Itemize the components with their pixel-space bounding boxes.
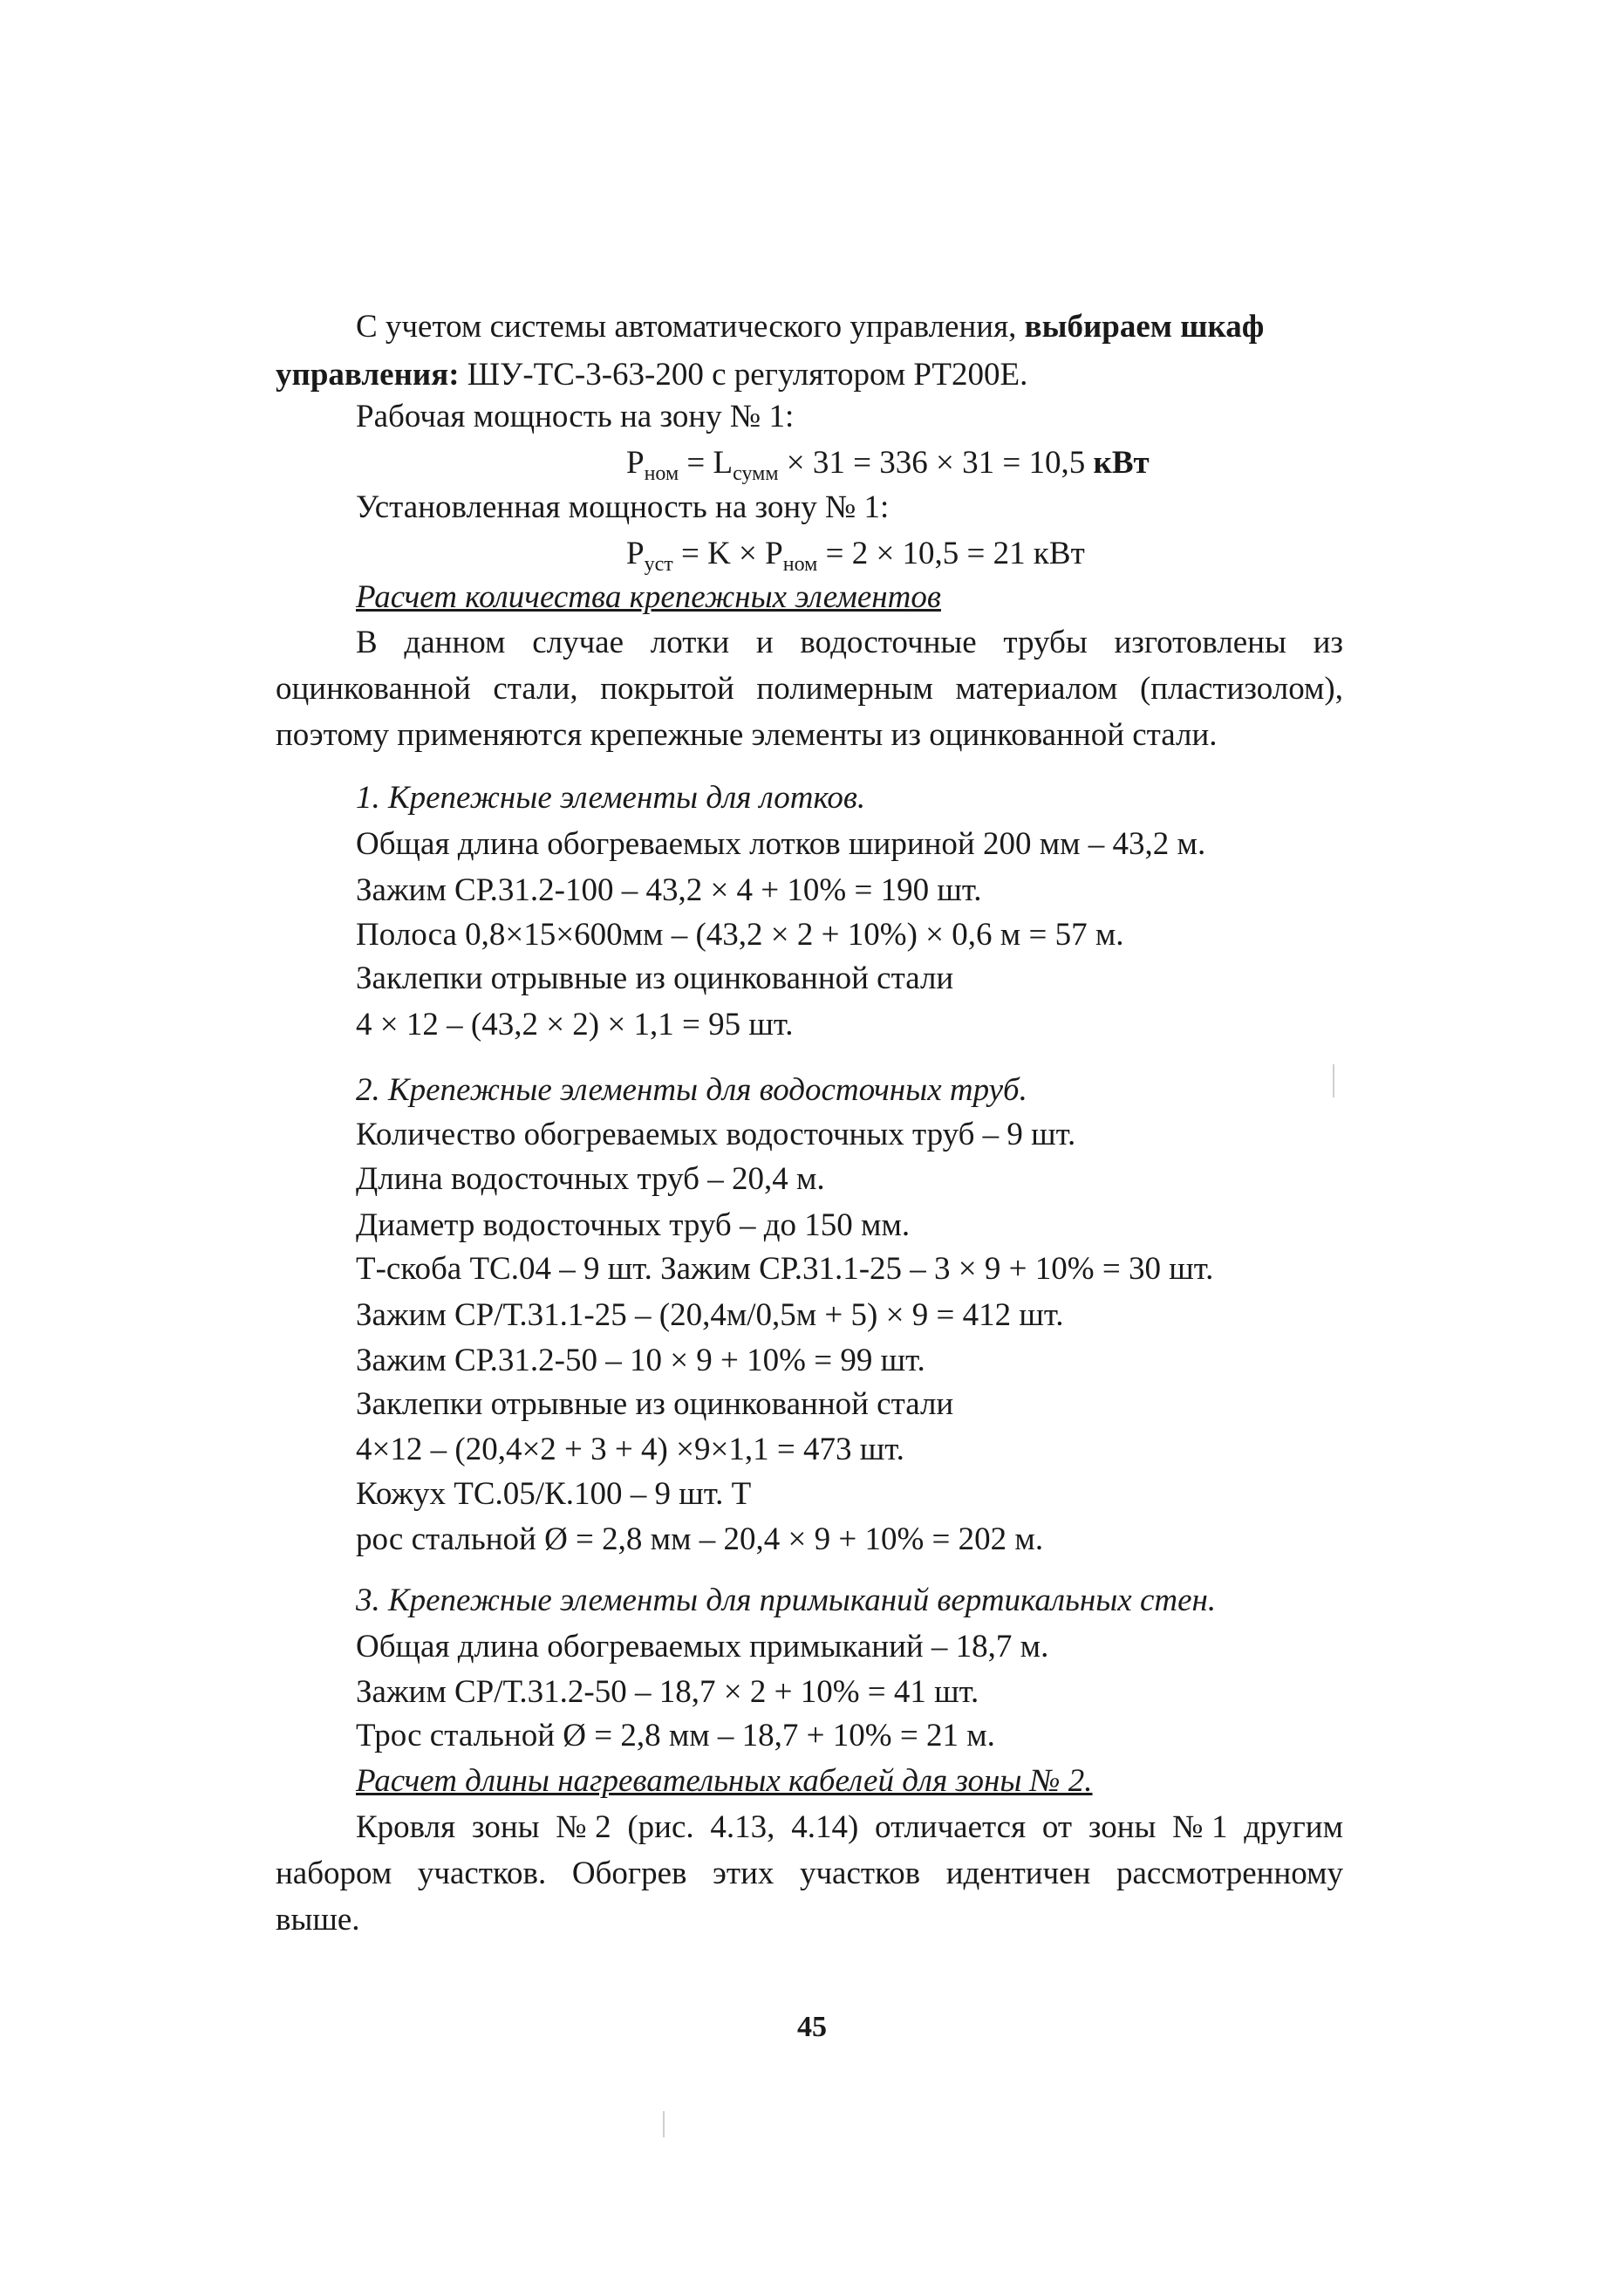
text-line: управления: ШУ-ТС-3-63-200 с регулятором РТ200Е.	[276, 357, 1028, 393]
text-line: рос стальной Ø = 2,8 мм – 20,4 × 9 + 10% = 202 м.	[356, 1521, 1044, 1557]
text-line: набором участков. Обогрев этих участков идентичен рассмотренному	[276, 1856, 1343, 1891]
subsection-title: 3. Крепежные элементы для примыканий вертикальных стен.	[356, 1582, 1217, 1618]
text-line: Полоса 0,8×15×600мм – (43,2 × 2 + 10%) × 0,6 м = 57 м.	[356, 917, 1124, 953]
text-line: Общая длина обогреваемых примыканий – 18,7 м.	[356, 1629, 1049, 1665]
text-line: 4×12 – (20,4×2 + 3 + 4) ×9×1,1 = 473 шт.	[356, 1432, 904, 1467]
text-line: С учетом системы автоматического управления, выбираем шкаф	[356, 309, 1265, 345]
text-line: Установленная мощность на зону № 1:	[356, 489, 890, 525]
scan-artifact	[1333, 1064, 1334, 1097]
text-line: Кровля зоны №2 (рис. 4.13, 4.14) отличается от зоны №1 другим	[356, 1809, 1343, 1845]
text-line: Зажим СР/Т.31.2-50 – 18,7 × 2 + 10% = 41 шт.	[356, 1674, 979, 1710]
section-heading: Расчет количества крепежных элементов	[356, 579, 941, 615]
text-line: выше.	[276, 1902, 360, 1938]
page-number: 45	[797, 2011, 827, 2043]
text-line: Трос стальной Ø = 2,8 мм – 18,7 + 10% = 21 м.	[356, 1718, 995, 1753]
text-line: Т-скоба ТС.04 – 9 шт. Зажим СР.31.1-25 – 3 × 9 + 10% = 30 шт.	[356, 1251, 1214, 1287]
text-line: Количество обогреваемых водосточных труб – 9 шт.	[356, 1117, 1076, 1152]
text-line: Зажим СР.31.2-50 – 10 × 9 + 10% = 99 шт.	[356, 1343, 925, 1378]
text-line: Длина водосточных труб – 20,4 м.	[356, 1161, 825, 1197]
text-line: Зажим СР/Т.31.1-25 – (20,4м/0,5м + 5) × 9 = 412 шт.	[356, 1297, 1064, 1333]
text-line: Диаметр водосточных труб – до 150 мм.	[356, 1207, 911, 1243]
section-heading: Расчет длины нагревательных кабелей для зоны № 2.	[356, 1763, 1093, 1799]
text-line: поэтому применяются крепежные элементы из оцинкованной стали.	[276, 717, 1218, 753]
scan-artifact	[663, 2111, 665, 2137]
formula-nominal-power: $P_{ном} = L_{сумм} \times 31 = 336 \times 31 = 10,5$ кВт	[626, 445, 1150, 485]
text-line: Заклепки отрывные из оцинкованной стали	[356, 960, 954, 996]
text-line: Заклепки отрывные из оцинкованной стали	[356, 1386, 954, 1422]
text-line: Кожух ТС.05/К.100 – 9 шт. Т	[356, 1476, 752, 1512]
formula-installed-power: $P_{уст} = K \times P_{ном} = 2 \times 10,5 = 21$ кВт	[626, 536, 1085, 576]
text-line: оцинкованной стали, покрытой полимерным материалом (пластизолом),	[276, 671, 1343, 707]
text-line: Общая длина обогреваемых лотков шириной 200 мм – 43,2 м.	[356, 826, 1206, 862]
subsection-title: 1. Крепежные элементы для лотков.	[356, 780, 866, 816]
subsection-title: 2. Крепежные элементы для водосточных труб.	[356, 1072, 1027, 1108]
text-line: В данном случае лотки и водосточные трубы изготовлены из	[356, 625, 1343, 660]
text-line: Зажим СР.31.2-100 – 43,2 × 4 + 10% = 190 шт.	[356, 872, 982, 908]
text-line: 4 × 12 – (43,2 × 2) × 1,1 = 95 шт.	[356, 1007, 794, 1042]
text-line: Рабочая мощность на зону № 1:	[356, 399, 795, 434]
